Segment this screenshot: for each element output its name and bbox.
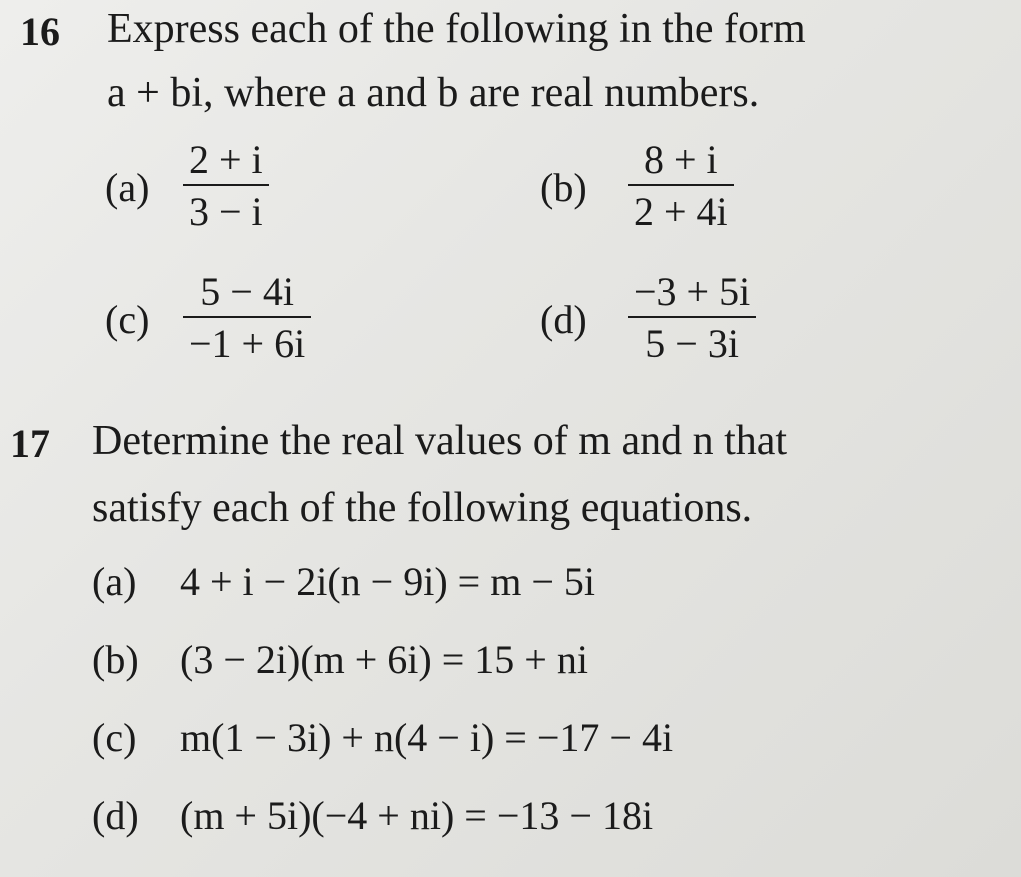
q16-part-d-numerator: −3 + 5i xyxy=(634,269,751,314)
q16-part-b-label: (b) xyxy=(540,165,587,210)
q16-part-b-numerator: 8 + i xyxy=(644,137,718,182)
q17-part-d-equation: (m + 5i)(−4 + ni) = −13 − 18i xyxy=(180,793,654,838)
q17-part-c-equation: m(1 − 3i) + n(4 − i) = −17 − 4i xyxy=(180,715,674,760)
question-16-instruction-line2: a + bi, where a and b are real numbers. xyxy=(107,70,760,116)
q16-part-a-denominator: 3 − i xyxy=(189,189,263,234)
question-17-instruction-line1: Determine the real values of m and n that xyxy=(92,418,788,464)
q16-part-d-label: (d) xyxy=(540,297,587,342)
question-16-number: 16 xyxy=(20,9,60,54)
q17-part-a-equation: 4 + i − 2i(n − 9i) = m − 5i xyxy=(180,559,595,604)
q16-part-b-fraction xyxy=(628,137,734,234)
q16-part-c-fraction xyxy=(183,269,311,366)
question-16-instruction-line1: Express each of the following in the form xyxy=(107,6,806,52)
q17-part-c-label: (c) xyxy=(92,715,137,760)
q16-part-c-denominator: −1 + 6i xyxy=(189,321,306,366)
q17-part-b-equation: (3 − 2i)(m + 6i) = 15 + ni xyxy=(180,637,588,682)
q16-part-c-label: (c) xyxy=(105,297,150,342)
question-17-instruction-line2: satisfy each of the following equations. xyxy=(92,485,753,531)
q16-part-c-numerator: 5 − 4i xyxy=(200,269,294,314)
q16-part-a-label: (a) xyxy=(105,165,150,210)
q16-part-d-fraction xyxy=(628,269,756,366)
q16-part-d-denominator: 5 − 3i xyxy=(645,321,739,366)
q16-part-a-numerator: 2 + i xyxy=(189,137,263,182)
q17-part-d-label: (d) xyxy=(92,793,139,838)
q17-part-a-label: (a) xyxy=(92,559,137,604)
q16-part-a-fraction xyxy=(183,137,269,234)
q17-part-b-label: (b) xyxy=(92,637,139,682)
q16-part-b-denominator: 2 + 4i xyxy=(634,189,728,234)
question-17-number: 17 xyxy=(10,421,50,466)
